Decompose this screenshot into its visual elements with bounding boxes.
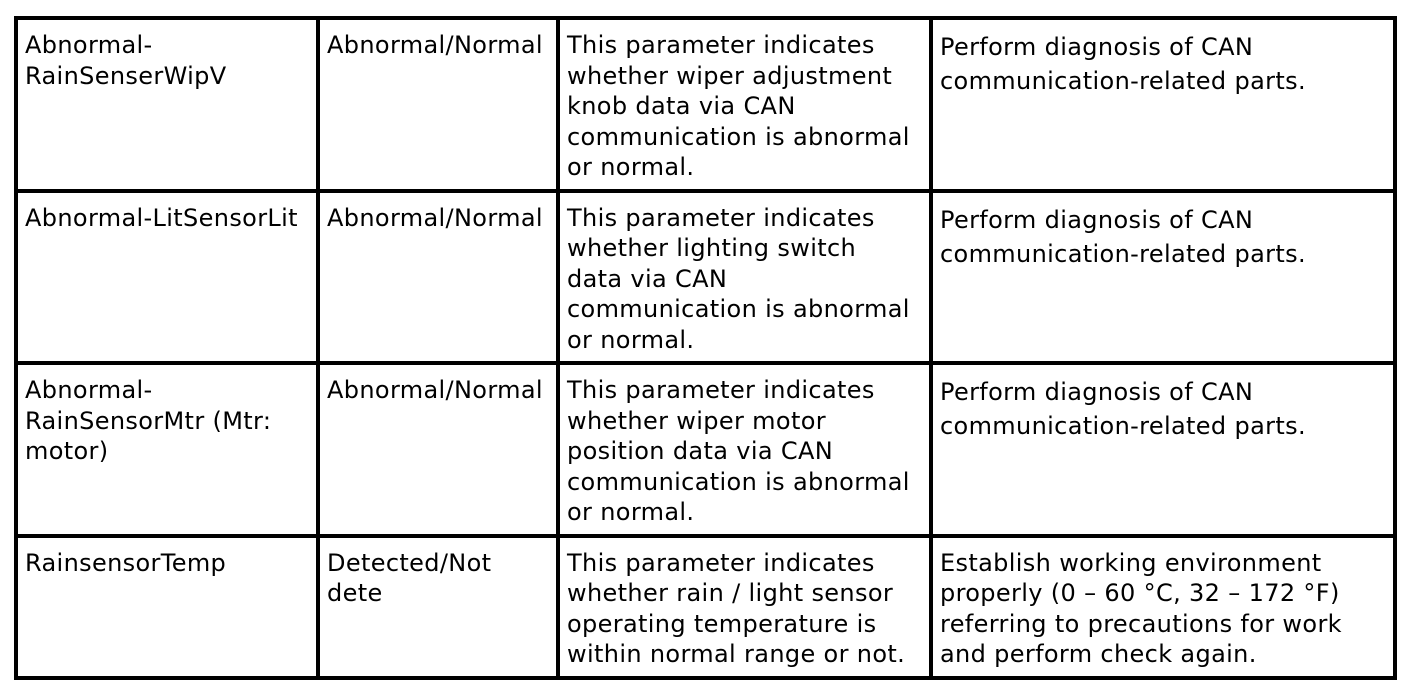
value-text: Abnormal/Normal <box>327 376 543 404</box>
item-text: motor) <box>25 437 109 465</box>
action-text: communication-related parts. <box>940 239 1306 268</box>
action-text: referring to precautions for work <box>940 609 1342 638</box>
value-cell <box>318 191 558 364</box>
action-text: Establish working environment <box>940 548 1322 577</box>
item-text: Abnormal- <box>25 376 153 404</box>
value-cell <box>318 18 558 191</box>
action-cell <box>931 536 1395 678</box>
item-cell <box>16 191 318 364</box>
description-text: communication is abnormal <box>567 467 910 496</box>
item-cell <box>16 536 318 678</box>
table-row <box>16 18 1395 191</box>
item-text: Abnormal-LitSensorLit <box>25 203 298 232</box>
description-text: communication is abnormal <box>567 295 910 323</box>
description-text: This parameter indicates <box>567 548 875 577</box>
data-monitor-table <box>14 16 1397 680</box>
description-text: communication is abnormal <box>567 122 910 151</box>
description-text: whether rain / light sensor <box>567 579 894 607</box>
value-cell <box>318 363 558 536</box>
description-text: This parameter indicates <box>567 31 875 59</box>
table-row <box>16 536 1395 678</box>
value-cell <box>318 536 558 678</box>
item-text: RainsensorTemp <box>25 548 227 577</box>
description-text: or normal. <box>567 153 695 181</box>
data-monitor-table-container <box>14 16 1393 668</box>
description-text: within normal range or not. <box>567 640 906 668</box>
action-text: properly (0 – 60 °C, 32 – 172 °F) <box>940 579 1340 607</box>
description-text: knob data via CAN <box>567 92 796 120</box>
value-text: dete <box>327 579 383 607</box>
description-text: position data via CAN <box>567 437 834 465</box>
description-text: whether wiper motor <box>567 406 826 435</box>
item-text: Abnormal- <box>25 31 153 59</box>
description-text: whether lighting switch <box>567 234 857 262</box>
action-cell <box>931 18 1395 191</box>
value-text: Abnormal/Normal <box>327 31 543 59</box>
action-cell <box>931 363 1395 536</box>
item-cell <box>16 18 318 191</box>
value-text: Detected/Not <box>327 548 492 577</box>
description-text: or normal. <box>567 498 695 526</box>
description-cell <box>558 536 931 678</box>
action-text: Perform diagnosis of CAN <box>940 33 1254 61</box>
action-text: communication-related parts. <box>940 412 1306 440</box>
description-cell <box>558 18 931 191</box>
item-text: RainSensorMtr (Mtr: <box>25 406 272 435</box>
table-row <box>16 191 1395 364</box>
action-text: communication-related parts. <box>940 67 1306 95</box>
description-cell <box>558 363 931 536</box>
action-text: and perform check again. <box>940 640 1257 668</box>
description-text: This parameter indicates <box>567 203 875 232</box>
item-cell <box>16 363 318 536</box>
action-text: Perform diagnosis of CAN <box>940 205 1254 234</box>
table-row <box>16 363 1395 536</box>
value-text: Abnormal/Normal <box>327 203 543 232</box>
description-text: or normal. <box>567 325 695 354</box>
description-cell <box>558 191 931 364</box>
description-text: whether wiper adjustment <box>567 61 893 90</box>
description-text: data via CAN <box>567 264 728 293</box>
item-text: RainSenserWipV <box>25 61 227 90</box>
action-cell <box>931 191 1395 364</box>
action-text: Perform diagnosis of CAN <box>940 378 1254 406</box>
description-text: This parameter indicates <box>567 376 875 404</box>
description-text: operating temperature is <box>567 609 877 638</box>
